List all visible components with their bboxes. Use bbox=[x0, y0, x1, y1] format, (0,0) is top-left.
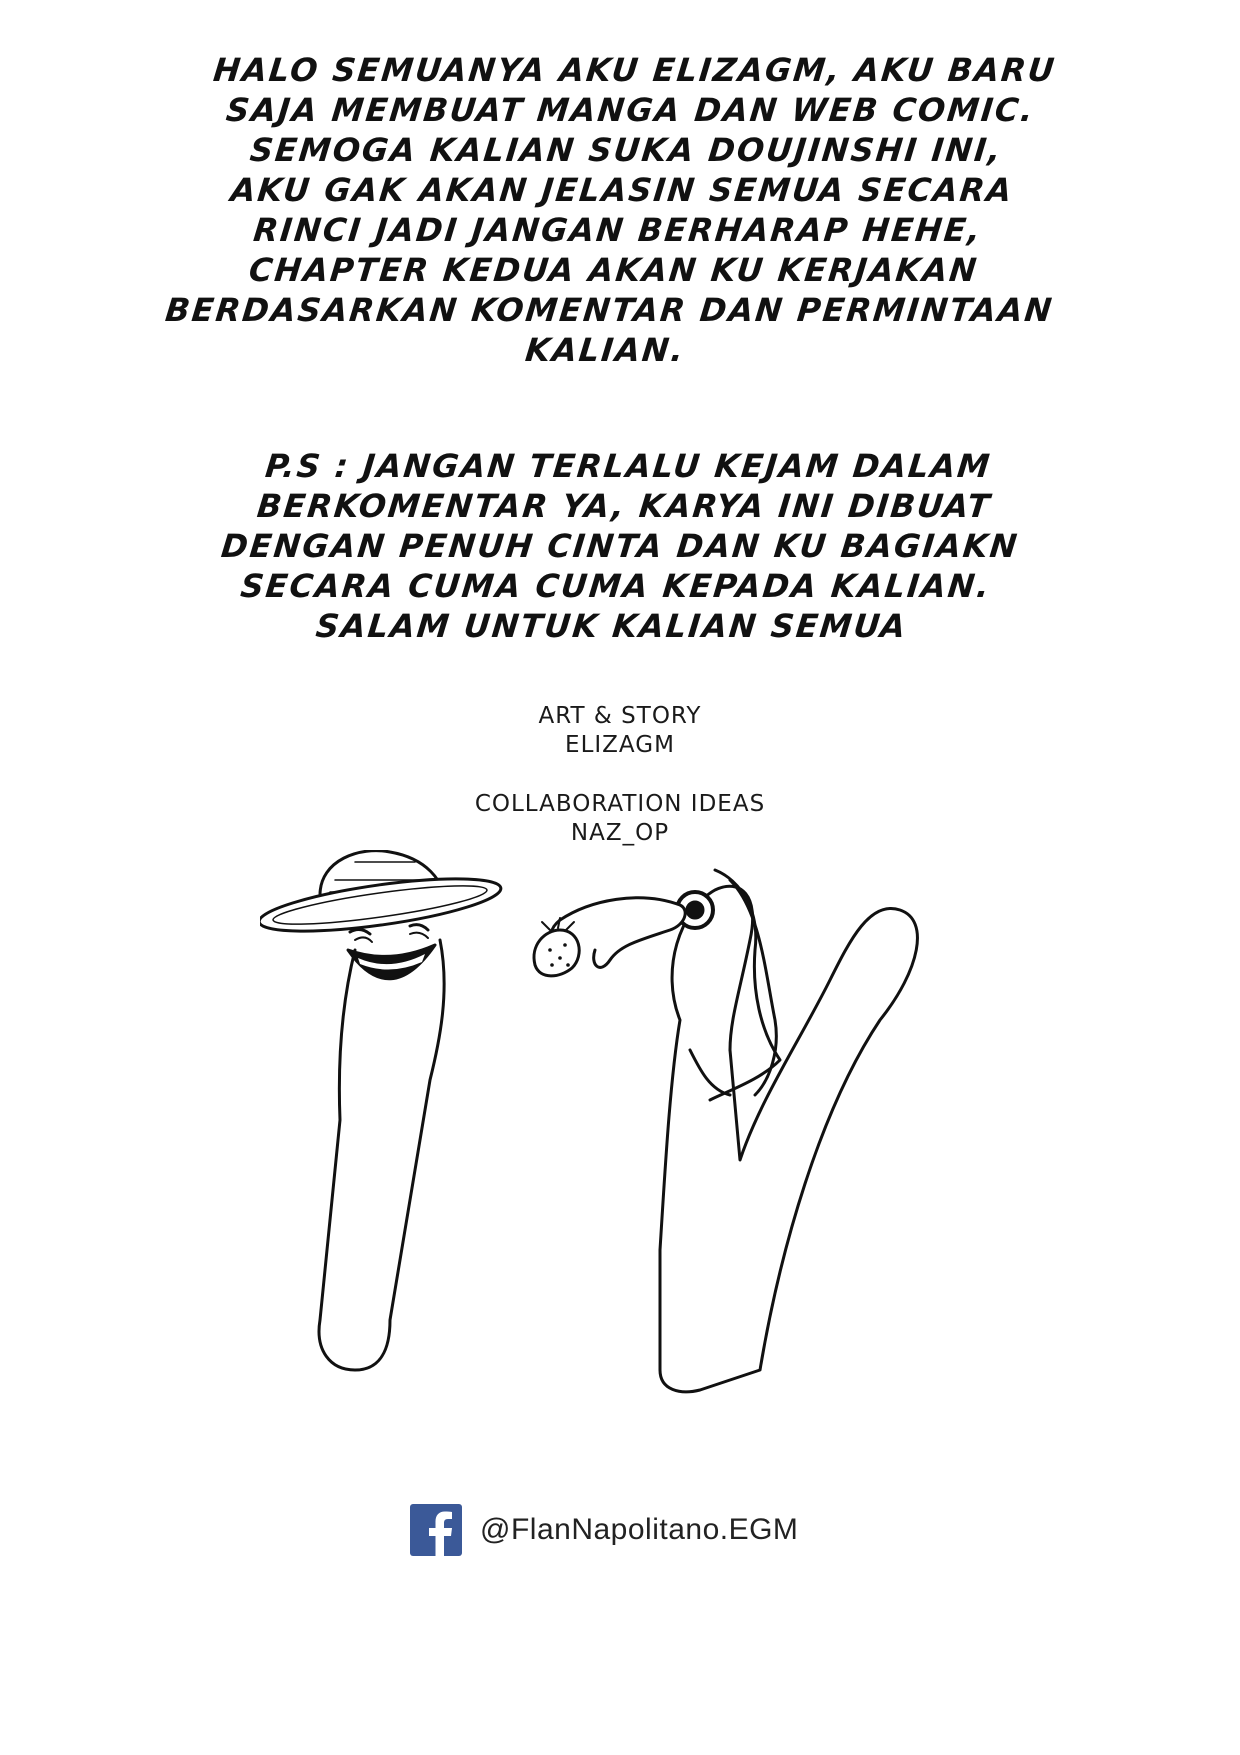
intro-line: RINCI JADI JANGAN BERHARAP HEHE, bbox=[251, 211, 985, 249]
ps-line: P.S : JANGAN TERLALU KEJAM DALAM bbox=[263, 447, 994, 485]
ps-line: SECARA CUMA CUMA KEPADA KALIAN. bbox=[238, 567, 993, 605]
collaboration-credit bbox=[320, 790, 920, 848]
art-story-label: ART & STORY bbox=[538, 703, 702, 729]
ps-text-block bbox=[109, 446, 1130, 646]
intro-line: CHAPTER KEDUA AKAN KU KERJAKAN bbox=[247, 251, 981, 289]
art-story-credit bbox=[320, 702, 920, 760]
straw-hat-character bbox=[260, 851, 504, 1370]
ps-line: DENGAN PENUH CINTA DAN KU BAGIAKN bbox=[219, 527, 1021, 565]
collaboration-name: NAZ_OP bbox=[570, 820, 670, 846]
intro-line: SAJA MEMBUAT MANGA DAN WEB COMIC. bbox=[224, 91, 1037, 129]
facebook-handle-text: @FlanNapolitano.EGM bbox=[480, 1513, 799, 1546]
intro-line: HALO SEMUANYA AKU ELIZAGM, AKU BARU bbox=[211, 51, 1058, 89]
ps-line: BERKOMENTAR YA, KARYA INI DIBUAT bbox=[255, 487, 994, 525]
intro-text-block bbox=[103, 50, 1137, 370]
character-illustration bbox=[260, 850, 1060, 1410]
intro-line: SEMOGA KALIAN SUKA DOUJINSHI INI, bbox=[248, 131, 1005, 169]
facebook-handle[interactable] bbox=[410, 1502, 798, 1558]
art-story-name: ELIZAGM bbox=[565, 732, 675, 758]
collaboration-label: COLLABORATION IDEAS bbox=[474, 791, 766, 817]
strawberry-character bbox=[534, 870, 917, 1392]
facebook-icon bbox=[410, 1504, 462, 1556]
ps-line: SALAM UNTUK KALIAN SEMUA bbox=[314, 607, 910, 645]
intro-line: KALIAN. bbox=[523, 331, 688, 369]
intro-line: BERDASARKAN KOMENTAR DAN PERMINTAAN bbox=[163, 291, 1056, 329]
intro-line: AKU GAK AKAN JELASIN SEMUA SECARA bbox=[228, 171, 1016, 209]
